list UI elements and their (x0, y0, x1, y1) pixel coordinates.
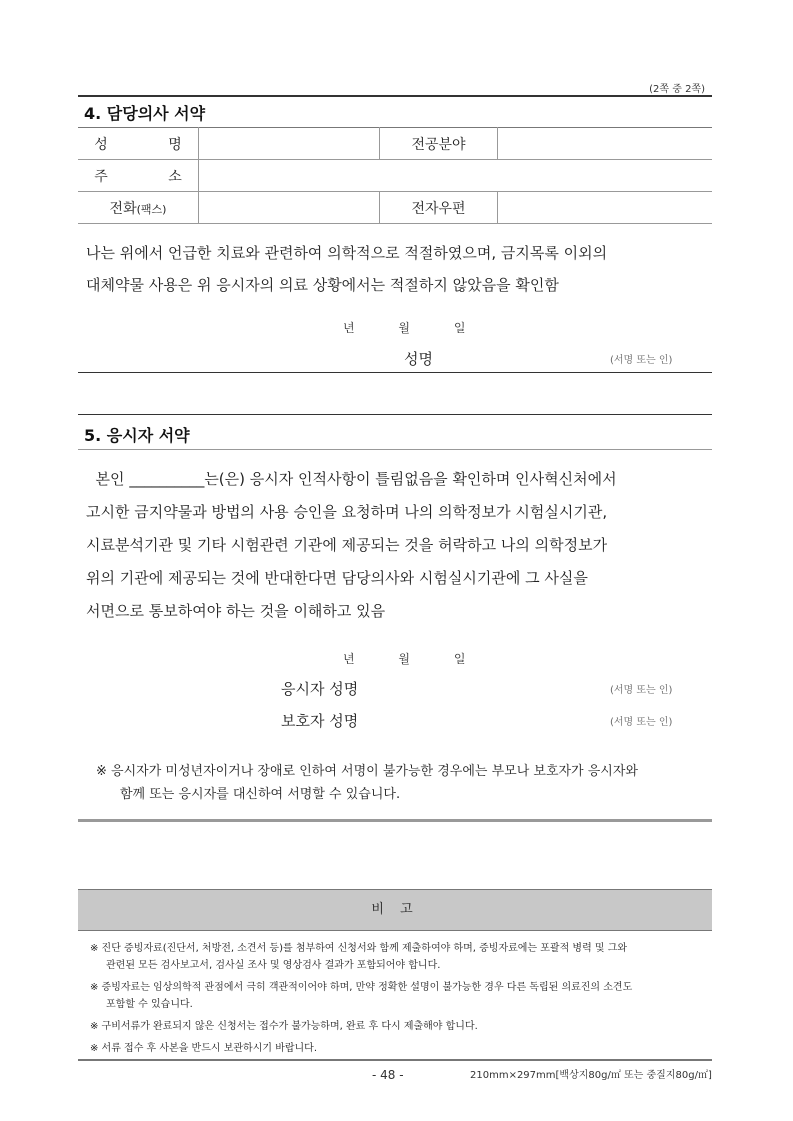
name-field[interactable] (199, 128, 380, 160)
applicant-line-3: 시료분석기관 및 기타 시험관련 기관에 제공되는 것을 허락하고 나의 의학정보가 (86, 536, 608, 554)
section5-bottom-rule (78, 819, 712, 822)
section5-title-rule (78, 449, 712, 450)
specialty-field[interactable] (498, 128, 713, 160)
applicant-sign-note: (서명 또는 인) (610, 685, 673, 696)
statement-line-1: 나는 위에서 언급한 치료와 관련하여 의학적으로 적절하였으며, 금지목록 이외의 (86, 244, 608, 262)
date-day: 일 (453, 652, 466, 666)
remarks-header: 비 고 (78, 889, 712, 931)
guardian-sign-label: 보호자 성명 (281, 712, 359, 730)
section5-top-rule (78, 414, 712, 415)
statement-line-2: 대체약물 사용은 위 응시자의 의료 상황에서는 적절하지 않았음을 확인함 (86, 276, 559, 294)
applicant-line-5: 서면으로 통보하여야 하는 것을 이해하고 있음 (86, 602, 386, 620)
applicant-name-blank[interactable]: __________ (129, 470, 205, 488)
section4-top-rule (78, 95, 712, 97)
address-label: 주 소 (78, 160, 199, 192)
date-year: 년 (343, 652, 355, 666)
specialty-label: 전공분야 (380, 128, 498, 160)
note-line-2: 함께 또는 응시자를 대신하여 서명할 수 있습니다. (120, 787, 401, 802)
note-line-1: ※ 응시자가 미성년자이거나 장애로 인하여 서명이 불가능한 경우에는 부모나 보호자가 응시자와 (96, 764, 638, 779)
applicant-date (343, 650, 465, 667)
remarks-list (90, 940, 710, 1057)
remark-item: ※ 진단 증빙자료(진단서, 처방전, 소견서 등)를 첨부하여 신청서와 함께 제출하여야 하며, 증빙자료에는 포괄적 병력 및 그와 관련된 모든 검사보고서, 검사실 조사 및 영상검사 결과가 포함되어야 합니다. (90, 943, 628, 971)
section4-bottom-rule (78, 372, 712, 373)
applicant-line-2: 고시한 금지약물과 방법의 사용 승인을 요청하며 나의 의학정보가 시험실시기관, (86, 503, 608, 521)
applicant-sign-label: 응시자 성명 (281, 680, 359, 698)
phone-field[interactable] (199, 192, 380, 224)
footer-rule (78, 1059, 712, 1061)
remark-item: ※ 구비서류가 완료되지 않은 신청서는 접수가 불가능하며, 완료 후 다시 제출해야 합니다. (90, 1021, 478, 1032)
physician-sign-label: 성명 (404, 350, 433, 368)
applicant-line-4: 위의 기관에 제공되는 것에 반대한다면 담당의사와 시험실시기관에 그 사실을 (86, 569, 588, 587)
email-label: 전자우편 (380, 192, 498, 224)
section5-title: 5. 응시자 서약 (84, 426, 190, 445)
date-year: 년 (343, 321, 355, 335)
address-field[interactable] (199, 160, 713, 192)
phone-label: 전화(팩스) (78, 192, 199, 224)
physician-info-table (78, 127, 712, 224)
page-number: - 48 - (372, 1068, 404, 1082)
date-month: 월 (398, 652, 411, 666)
date-day: 일 (453, 321, 466, 335)
email-field[interactable] (498, 192, 713, 224)
remark-item: ※ 서류 접수 후 사본을 반드시 보관하시기 바랍니다. (90, 1043, 318, 1054)
physician-sign-note: (서명 또는 인) (610, 355, 673, 366)
applicant-line-1: 본인 __________는(은) 응시자 인적사항이 틀림없음을 확인하며 인사혁신처에서 (95, 470, 617, 488)
minor-signature-note (96, 760, 708, 806)
name-label: 성 명 (78, 128, 199, 160)
physician-statement (86, 237, 708, 301)
remark-item: ※ 증빙자료는 임상의학적 관점에서 극히 객관적이어야 하며, 만약 정확한 설명이 불가능한 경우 다른 독립된 의료진의 소견도 포함할 수 있습니다. (90, 982, 633, 1010)
physician-date (343, 319, 465, 336)
page-indicator: (2쪽 중 2쪽) (649, 84, 705, 95)
paper-size: 210mm×297mm[백상지80g/㎡ 또는 중질지80g/㎡] (470, 1070, 712, 1081)
section4-title: 4. 담당의사 서약 (84, 104, 206, 123)
applicant-statement (86, 463, 708, 628)
date-month: 월 (398, 321, 411, 335)
guardian-sign-note: (서명 또는 인) (610, 717, 673, 728)
